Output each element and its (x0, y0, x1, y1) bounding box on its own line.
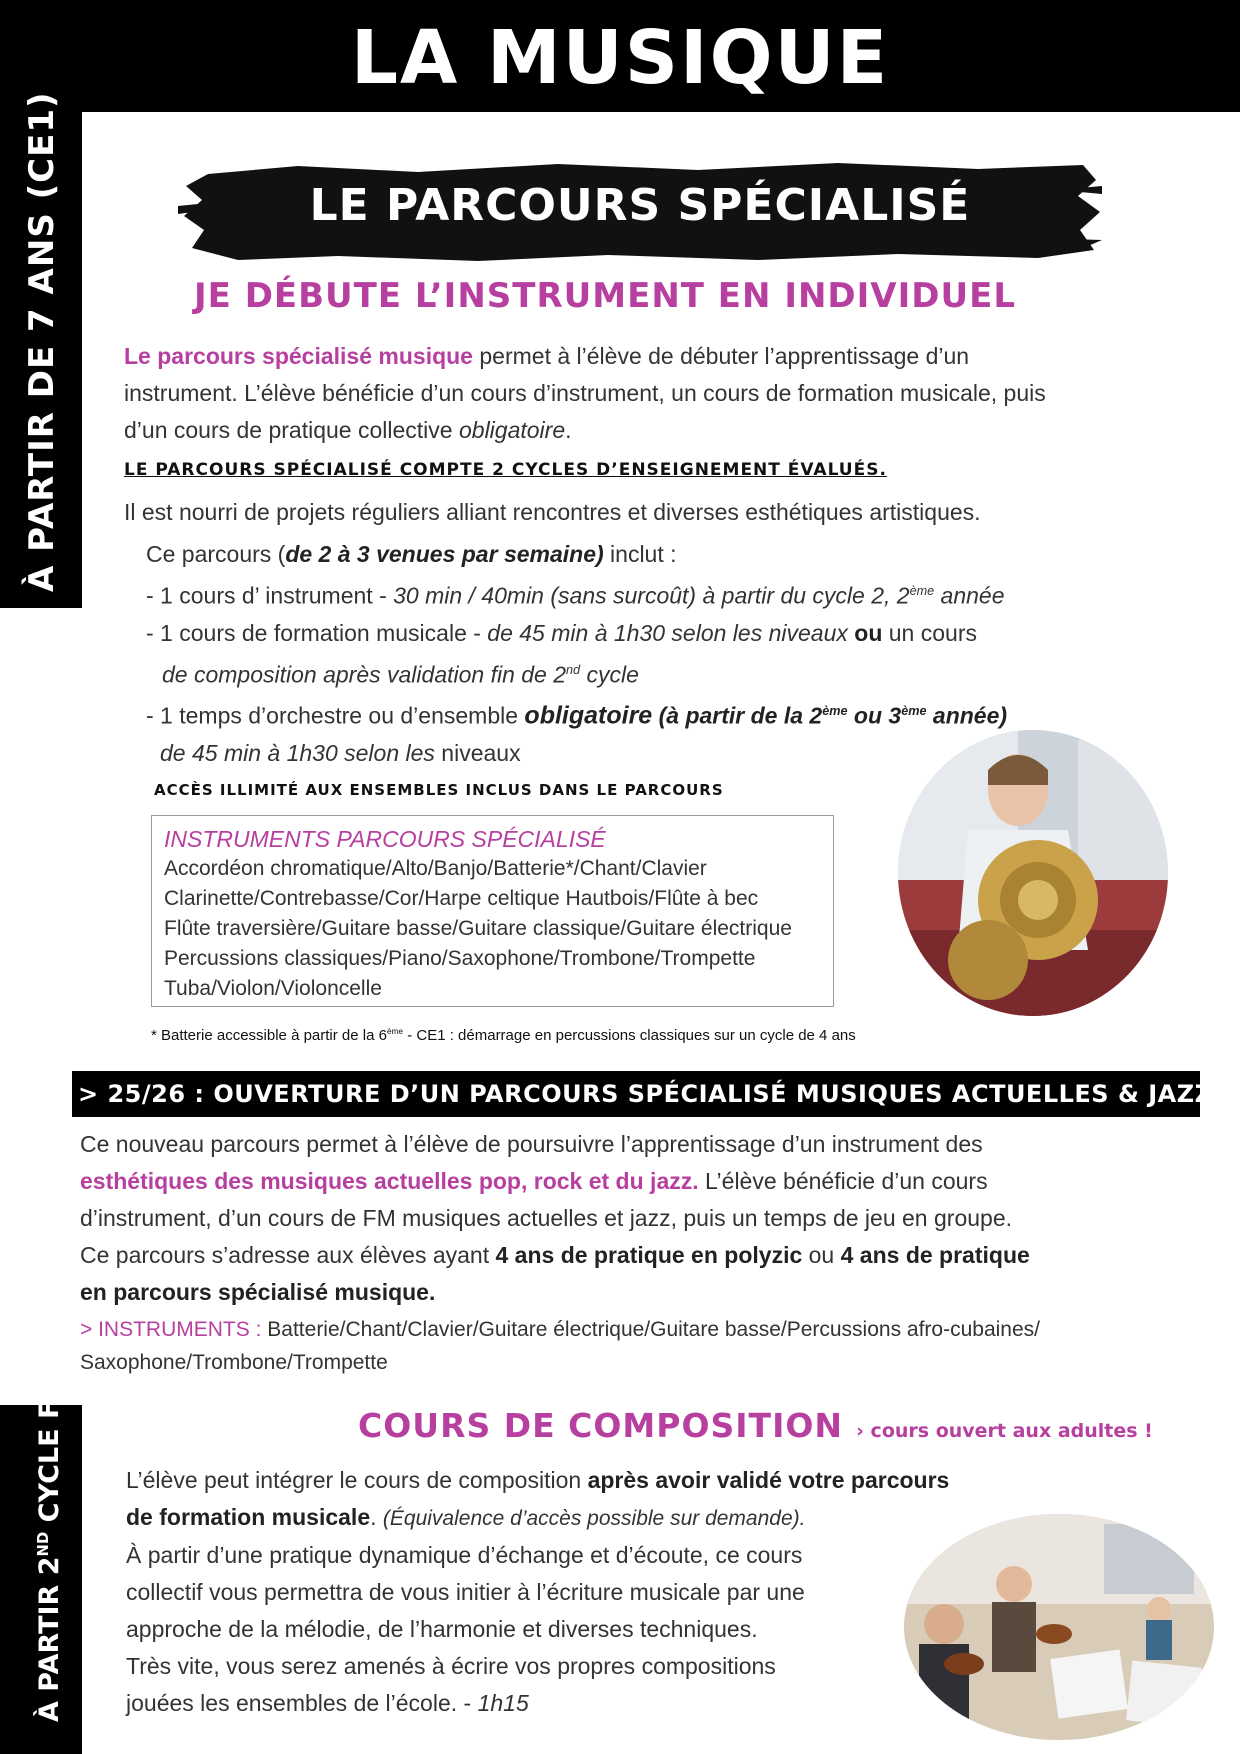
cycles-statement: LE PARCOURS SPÉCIALISÉ COMPTE 2 CYCLES D’ENSEIGNEMENT ÉVALUÉS. (124, 460, 887, 480)
instruments-line: Accordéon chromatique/Alto/Banjo/Batterie*/Chant/Clavier (164, 857, 707, 880)
intro-paragraph: Le parcours spécialisé musique permet à l’élève de débuter l’apprentissage d’un instrument. L’élève bénéficie d’un cours d’instrument, un cours de formation musicale, puis d’un cours de pratique collective obligatoire. (124, 343, 1046, 443)
instruments-title: INSTRUMENTS PARCOURS SPÉCIALISÉ (164, 826, 606, 852)
side-tab-cycle-label: À PARTIR 2ND CYCLE FM (34, 1373, 65, 1722)
parcours-intro: Ce parcours (de 2 à 3 venues par semaine) inclut : (146, 541, 677, 567)
list-item-continued: de composition après validation fin de 2nd cycle (162, 661, 639, 688)
section-subtitle: JE DÉBUTE L’INSTRUMENT EN INDIVIDUEL (193, 276, 1016, 316)
instruments-box (151, 815, 834, 1007)
instruments-line: Flûte traversière/Guitare basse/Guitare classique/Guitare électrique (164, 917, 792, 940)
instruments-line: Clarinette/Contrebasse/Cor/Harpe celtique Hautbois/Flûte à bec (164, 887, 759, 910)
photo-child-french-horn (898, 730, 1168, 1016)
acces-statement: ACCÈS ILLIMITÉ AUX ENSEMBLES INCLUS DANS LE PARCOURS (154, 781, 724, 799)
photo-composition-class (904, 1514, 1214, 1740)
list-item: - 1 cours de formation musicale - de 45 min à 1h30 selon les niveaux ou un cours (146, 619, 977, 646)
footnote: * Batterie accessible à partir de la 6ème - CE1 : démarrage en percussions classiques sur un cycle de 4 ans (151, 1027, 856, 1044)
page-title: LA MUSIQUE (350, 15, 890, 101)
jazz-banner: > 25/26 : OUVERTURE D’UN PARCOURS SPÉCIALISÉ MUSIQUES ACTUELLES & JAZZ (72, 1071, 1200, 1117)
nourri-text: Il est nourri de projets réguliers alliant rencontres et diverses esthétiques artistiques. (124, 499, 981, 525)
jazz-paragraph: Ce nouveau parcours permet à l’élève de poursuivre l’apprentissage d’un instrument des esthétiques des musiques actuelles pop, rock et du jazz. L’élève bénéficie d’un cours d’instrument, d’un cours de FM musiques actuelles et jazz, puis un temps de jeu en groupe. Ce parcours s’adresse aux élèves ayant 4 ans de pratique en polyzic ou 4 ans de pratique en parcours spécialisé musique. (80, 1131, 1030, 1305)
jazz-instruments: > INSTRUMENTS : Batterie/Chant/Clavier/Guitare électrique/Guitare basse/Percussions afro-cubaines/ Saxophone/Trombone/Trompette (80, 1318, 1040, 1374)
side-tab-age-label: À PARTIR DE 7 ANS (CE1) (22, 91, 62, 592)
list-item: - 1 cours d’ instrument - 30 min / 40min (sans surcoût) à partir du cycle 2, 2ème année (146, 582, 1005, 609)
list-item: - 1 temps d’orchestre ou d’ensemble obligatoire (à partir de la 2ème ou 3ème année) (146, 701, 1008, 730)
section-banner-title: LE PARCOURS SPÉCIALISÉ (309, 180, 971, 231)
instruments-line: Percussions classiques/Piano/Saxophone/Trombone/Trompette (164, 947, 756, 970)
list-item-continued: de 45 min à 1h30 selon les niveaux (160, 739, 521, 766)
composition-paragraph: L’élève peut intégrer le cours de composition après avoir validé votre parcours de formation musicale. (Équivalence d’accès possible sur demande). À partir d’une pratique dynamique d’échange et d’écoute, ce cours collectif vous permettra de vous initier à l’écriture musicale par une approche de la mélodie, de l’harmonie et diverses techniques. Très vite, vous serez amenés à écrire vos propres compositions jouées les ensembles de l’école. - 1h15 (126, 1467, 950, 1716)
composition-title: COURS DE COMPOSITION › cours ouvert aux adultes ! (358, 1406, 1153, 1445)
instruments-line: Tuba/Violon/Violoncelle (164, 977, 382, 1000)
parcours-list (146, 536, 1106, 772)
